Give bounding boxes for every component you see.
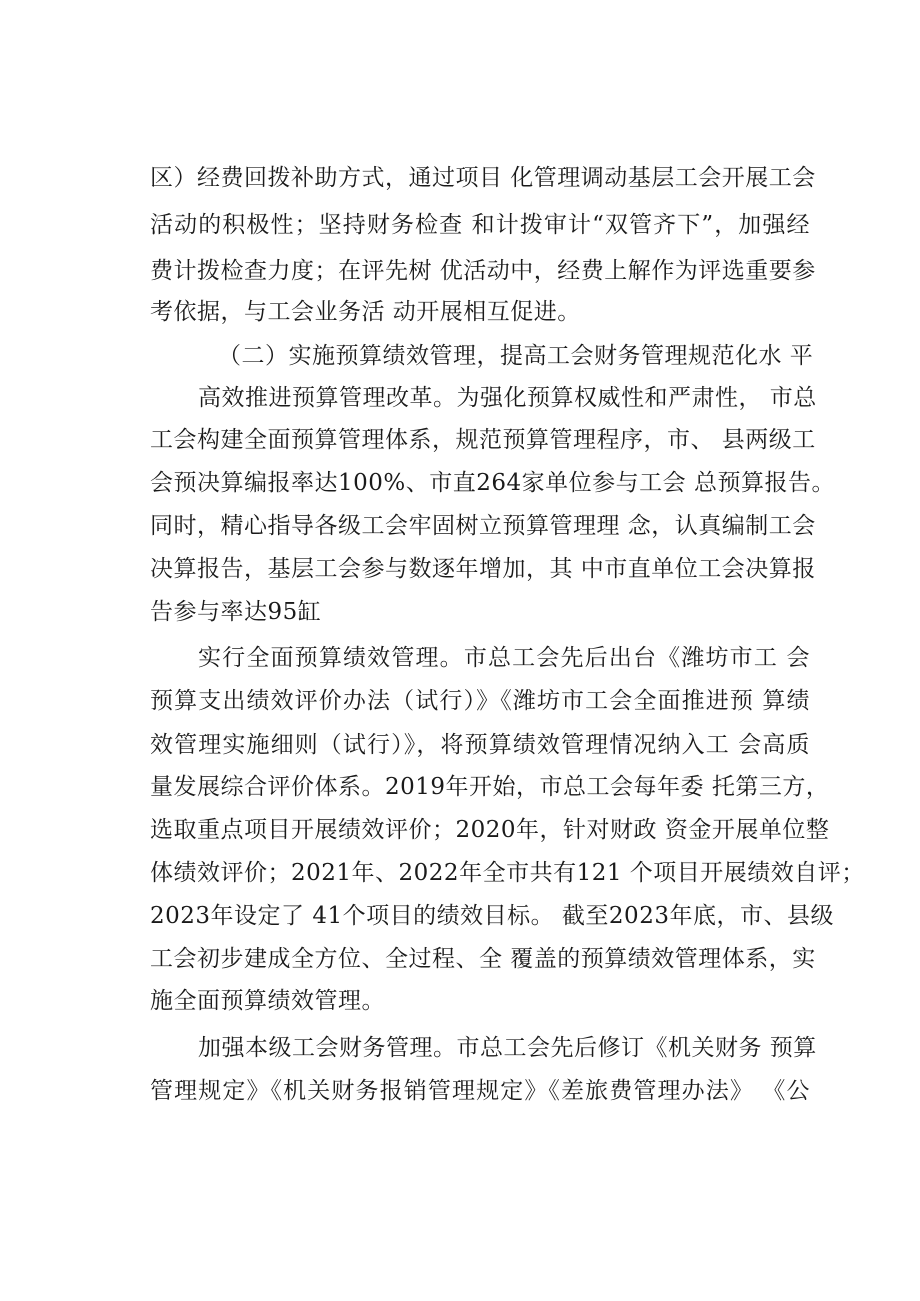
text-line: 施全面预算绩效管理。 xyxy=(150,988,385,1014)
text-line: 选取重点项目开展绩效评价；2020年，针对财政 资金开展单位整 xyxy=(150,817,830,843)
text-line: 2023年设定了 41个项目的绩效目标。 截至2023年底，市、县级 xyxy=(150,903,834,929)
text-line: 区）经费回拨补助方式，通过项目 化管理调动基层工会开展工会 xyxy=(150,165,816,191)
section-heading: （二）实施预算绩效管理，提高工会财务管理规范化水 平 xyxy=(218,343,814,369)
text-line: 告参与率达95缸 xyxy=(150,599,322,625)
text-line: 量发展综合评价体系。2019年开始，市总工会每年委 托第三方， xyxy=(150,774,830,800)
paragraph-first-line: 实行全面预算绩效管理。市总工会先后出台《潍坊市工 会 xyxy=(198,645,810,671)
paragraph-first-line: 高效推进预算管理改革。为强化预算权威性和严肃性， 市总 xyxy=(198,385,817,411)
text-line: 活动的积极性；坚持财务检查 和计拨审计“双管齐下”，加强经 xyxy=(150,212,810,238)
text-line: 费计拨检查力度；在评先树 优活动中，经费上解作为评选重要参 xyxy=(150,258,816,284)
text-line: 考依据，与工会业务活 动开展相互促进。 xyxy=(150,299,581,325)
paragraph-first-line: 加强本级工会财务管理。市总工会先后修订《机关财务 预算 xyxy=(198,1035,817,1061)
text-line: 工会初步建成全方位、全过程、全 覆盖的预算绩效管理体系，实 xyxy=(150,946,816,972)
text-line: 会预决算编报率达100%、市直264家单位参与工会 总预算报告。 xyxy=(150,470,835,496)
text-line: 效管理实施细则（试行）》，将预算绩效管理情况纳入工 会高质 xyxy=(150,732,810,758)
text-line: 预算支出绩效评价办法（试行）》《潍坊市工会全面推进预 算绩 xyxy=(150,688,810,714)
text-line: 管理规定》《机关财务报销管理规定》《差旅费管理办法》 《公 xyxy=(150,1078,810,1104)
text-line: 决算报告，基层工会参与数逐年增加，其 中市直单位工会决算报 xyxy=(150,556,816,582)
text-line: 体绩效评价；2021年、2022年全市共有121 个项目开展绩效自评； xyxy=(150,860,865,886)
text-line: 工会构建全面预算管理体系，规范预算管理程序，市、 县两级工 xyxy=(150,427,816,453)
text-line: 同时，精心指导各级工会牢固树立预算管理理 念，认真编制工会 xyxy=(150,513,816,539)
